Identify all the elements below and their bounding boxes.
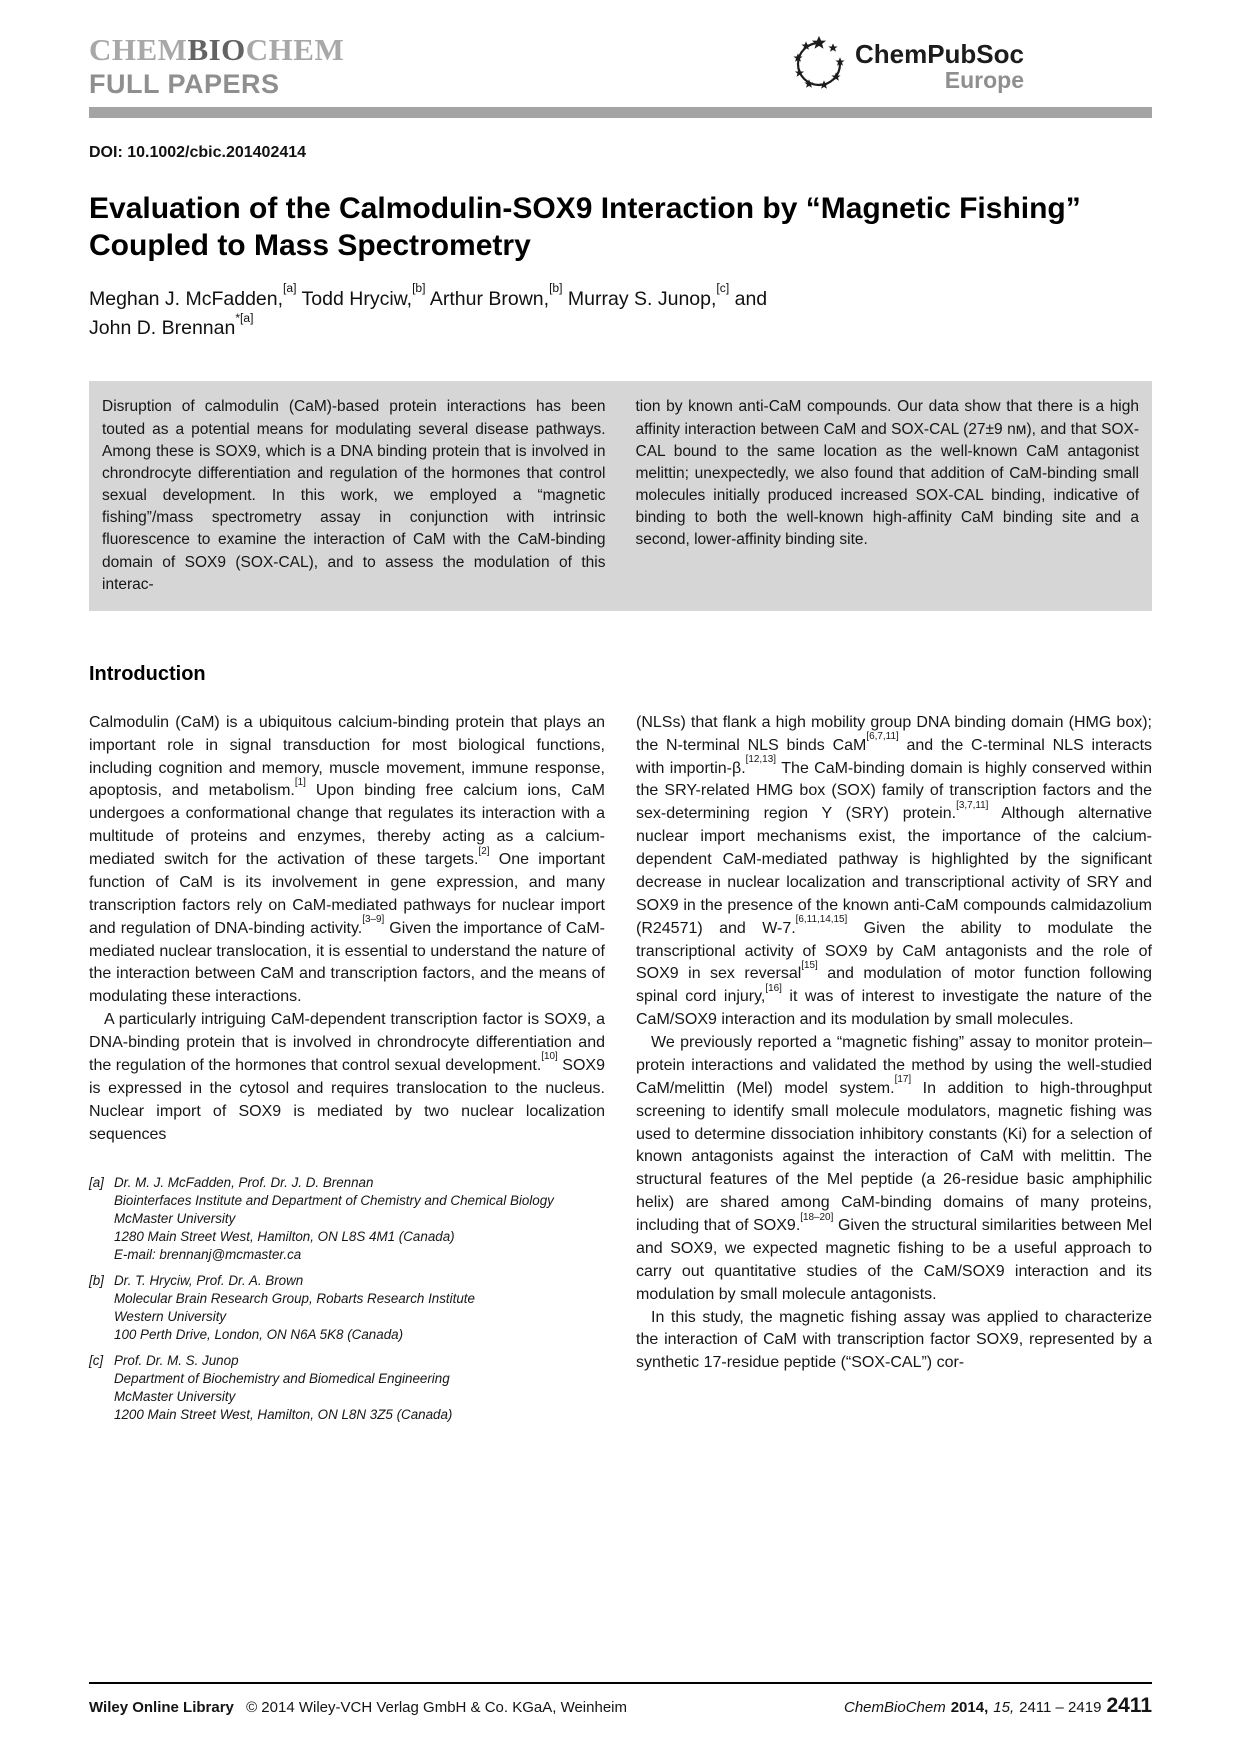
footnote-line: Dr. T. Hryciw, Prof. Dr. A. Brown: [114, 1273, 304, 1289]
paragraph: Calmodulin (CaM) is a ubiquitous calcium-binding protein that plays an important role in signal transduction for most biological functions, including cognition and memory, muscle movement, immune response, apoptosis, and metabolism.[1] Upon binding free calcium ions, CaM undergoes a conformational change that regulates its interaction with a multitude of proteins and enzymes, thereby acting as a calcium-mediated switch for the activation of these targets.[2] One important function of CaM is its involvement in gene expression, and many transcription factors rely on CaM-mediated pathways for nuclear import and regulation of DNA-binding activity.[3–9] Given the importance of CaM-mediated nuclear translocation, it is essential to understand the nature of the interaction between CaM and transcription factors, and the means of modulating these interactions.: [89, 713, 606, 1006]
paragraph: (NLSs) that flank a high mobility group DNA binding domain (HMG box); the N-terminal NLS binds CaM[6,7,11] and the C-terminal NLS interacts with importin-β.[12,13] The CaM-binding domain is highly conserved within the SRY-related HMG box (SOX) family of transcription factors and the sex-determining region Y (SRY) protein.[3,7,11] Although alternative nuclear import mechanisms exist, the importance of the calcium-dependent CaM-mediated pathway is highlighted by the significant decrease in nuclear localization and transcriptional activity of SRY and SOX9 in the presence of the known anti-CaM compounds calmidazolium (R24571) and W-7.[6,11,14,15] Given the ability to modulate the transcriptional activity of SOX9 by CaM antagonists and the role of SOX9 in sex reversal[15] and modulation of motor function following spinal cord injury,[16] it was of interest to investigate the nature of the CaM/SOX9 interaction and its modulation by small molecules.: [636, 713, 1153, 1029]
author-affiliation-mark: *[a]: [235, 310, 254, 325]
citation-year: 2014,: [950, 1699, 989, 1716]
footnote-email: E-mail: brennanj@mcmaster.ca: [114, 1247, 302, 1263]
page-number: 2411: [1106, 1694, 1152, 1717]
footnote-marker: [c]: [89, 1353, 104, 1369]
wiley-online-library-label: Wiley Online Library: [89, 1699, 234, 1716]
footnote-line: Biointerfaces Institute and Department of Chemistry and Chemical Biology: [114, 1193, 554, 1209]
citation-journal: ChemBioChem: [844, 1699, 946, 1716]
journal-masthead: [89, 34, 344, 98]
footnote-line: 1200 Main Street West, Hamilton, ON L8N 3Z5 (Canada): [114, 1406, 453, 1422]
paragraph: A particularly intriguing CaM-dependent transcription factor is SOX9, a DNA-binding protein that is involved in chrondrocyte differentiation and the regulation of the hormones that control sexual development.[10] SOX9 is expressed in the cytosol and requires translocation to the nucleus. Nuclear import of SOX9 is mediated by two nuclear localization sequences: [89, 1011, 605, 1143]
footnote: [89, 1272, 605, 1344]
author-name: Meghan J. McFadden,: [89, 287, 284, 310]
paragraph: In this study, the magnetic fishing assay was applied to characterize the interaction of CaM with transcription factor SOX9, represented by a synthetic 17-residue peptide (“SOX-CAL”) cor-: [636, 1308, 1152, 1372]
footnote-line: McMaster University: [114, 1211, 236, 1227]
author-affiliation-mark: [a]: [283, 281, 297, 296]
publisher-name: ChemPubSoc: [854, 39, 1024, 70]
authors-line-1: [89, 281, 1152, 314]
journal-logo-chem1: CHEM: [89, 32, 188, 67]
introduction-body: [89, 712, 1152, 1432]
journal-citation: [839, 1694, 1152, 1718]
journal-logo: [89, 34, 344, 67]
footnote: [89, 1352, 605, 1424]
footnote-line: Department of Biochemistry and Biomedical Engineering: [114, 1370, 450, 1386]
abstract-column-right: tion by known anti-CaM compounds. Our data show that there is a high affinity interaction between CaM and SOX-CAL (27±9 nᴍ), and that SOX-CAL bound to the same location as the well-known CaM antagonist melittin; unexpectedly, we also found that addition of CaM-binding small molecules initially produced increased SOX-CAL binding, indicative of binding to both the well-known high-affinity CaM binding site and a second, lower-affinity binding site.: [635, 398, 1139, 549]
footnote-line: Prof. Dr. M. S. Junop: [114, 1353, 239, 1369]
author-name: Murray S. Junop,: [562, 287, 717, 310]
abstract-column-left: Disruption of calmodulin (CaM)-based protein interactions has been touted as a potential means for modulating several disease pathways. Among these is SOX9, which is a DNA binding protein that is involved in chrondrocyte differentiation and regulation of the hormones that control sexual development. In this work, we employed a “magnetic fishing”/mass spectrometry assay in conjunction with intrinsic fluorescence to examine the interaction of CaM with the CaM-binding domain of SOX9 (SOX-CAL), and to assess the modulation of this interac-: [102, 398, 606, 593]
author-name: John D. Brennan: [89, 317, 236, 340]
author-affiliation-mark: [c]: [716, 281, 730, 296]
footnote-line: 100 Perth Drive, London, ON N6A 5K8 (Canada): [114, 1327, 404, 1343]
author-affiliation-mark: [b]: [412, 281, 426, 296]
citation-volume: 15,: [993, 1699, 1015, 1716]
author-affiliation-mark: [b]: [549, 281, 563, 296]
copyright-notice: © 2014 Wiley-VCH Verlag GmbH & Co. KGaA, Weinheim: [246, 1699, 627, 1716]
journal-logo-bio: BIO: [187, 32, 246, 67]
author-name: Todd Hryciw,: [296, 287, 413, 310]
publisher-text: [855, 40, 1024, 93]
citation-pages: 2411 – 2419: [1019, 1699, 1102, 1716]
authors-line: [89, 281, 1152, 344]
abstract-box: [89, 381, 1152, 610]
author-name: Arthur Brown,: [425, 287, 550, 310]
doi: DOI: 10.1002/cbic.201402414: [89, 143, 307, 161]
authors-line-2: [89, 310, 1152, 343]
page-header: [89, 34, 1152, 98]
paragraph: We previously reported a “magnetic fishing” assay to monitor protein–protein interactions and validated the method by using the well-studied CaM/melittin (Mel) model system.[17] In addition to high-throughput screening to identify small molecule modulators, magnetic fishing was used to determine dissociation inhibitory constants (Ki) for a selection of known antagonists against the interaction of CaM with melittin. The structural features of the Mel peptide (a 26-residue basic amphiphilic helix) are shared among CaM-binding domains of many proteins, including that of SOX9.[18–20] Given the structural similarities between Mel and SOX9, we expected magnetic fishing to be a useful approach to carry out quantitative studies of the CaM/SOX9 interaction and its modulation by small molecule antagonists.: [636, 1034, 1153, 1303]
footnote-marker: [a]: [89, 1175, 104, 1191]
footnote-marker: [b]: [89, 1273, 104, 1289]
footnote-line: McMaster University: [114, 1388, 236, 1404]
journal-logo-chem2: CHEM: [245, 32, 345, 67]
author-footnotes: [89, 1174, 605, 1423]
chempubsoc-star-emblem-icon: [791, 36, 847, 97]
author-name: and: [729, 287, 768, 310]
footnote-line: Dr. M. J. McFadden, Prof. Dr. J. D. Brennan: [114, 1175, 374, 1191]
section-label: FULL PAPERS: [89, 68, 280, 99]
section-heading-introduction: Introduction: [89, 662, 206, 685]
body-column-right: [636, 712, 1152, 1432]
footnote-line: Western University: [114, 1309, 227, 1325]
footnote-line: 1280 Main Street West, Hamilton, ON L8S 4M1 (Canada): [114, 1229, 455, 1245]
page-footer: [89, 1682, 1152, 1718]
header-divider-bar: [89, 107, 1152, 118]
footnote-line: Molecular Brain Research Group, Robarts Research Institute: [114, 1291, 475, 1307]
article-title: Evaluation of the Calmodulin-SOX9 Interaction by “Magnetic Fishing” Coupled to Mass Spectrometry: [89, 191, 1081, 262]
body-column-left: [89, 712, 605, 1432]
footnote: [89, 1174, 605, 1264]
publisher-region: Europe: [944, 67, 1024, 94]
publisher-logo: [791, 36, 1024, 97]
footer-left: [89, 1699, 627, 1716]
